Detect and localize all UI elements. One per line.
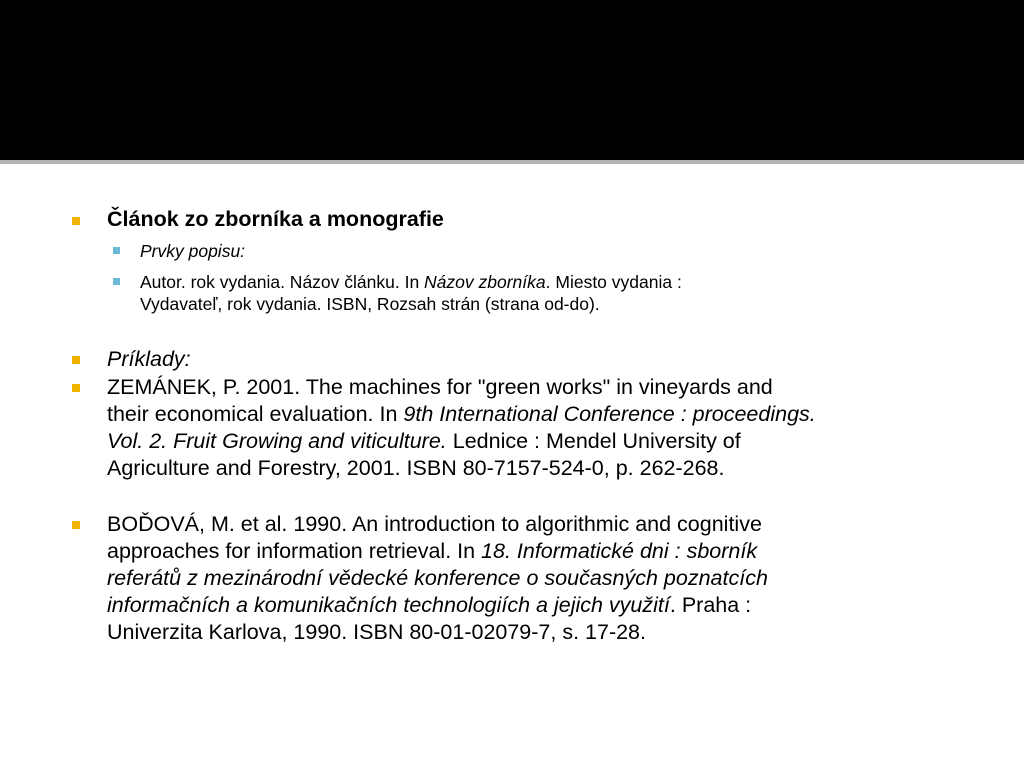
- sub-bullet-format: Autor. rok vydania. Názov článku. In Názov zborníka. Miesto vydania : Vydavateľ, rok vydania. ISBN, Rozsah strán (strana od-do).: [140, 272, 682, 314]
- sub-bullet-marker: [113, 247, 120, 254]
- bullet-marker: [72, 356, 80, 364]
- sub-bullet-elements-label: Prvky popisu:: [140, 241, 246, 261]
- bullet-marker: [72, 217, 80, 225]
- bullet-marker: [72, 521, 80, 529]
- section-heading: Článok zo zborníka a monografie: [107, 207, 444, 231]
- example-citation-2: BOĎOVÁ, M. et al. 1990. An introduction to algorithmic and cognitive approaches for information retrieval. In 18. Informatické dni : sborník referátů z mezinárodní vědecké konference o současných poznatcích informačních a komunikačních technologiích a jejich využití. Praha : Univerzita Karlova, 1990. ISBN 80-01-02079-7, s. 17-28.: [107, 512, 768, 644]
- example-citation-1: ZEMÁNEK, P. 2001. The machines for "green works" in vineyards and their economical evaluation. In 9th International Conference : proceedings. Vol. 2. Fruit Growing and viticulture. Lednice : Mendel University of Agriculture and Forestry, 2001. ISBN 80-7157-524-0, p. 262-268.: [107, 375, 816, 480]
- sub-bullet-marker: [113, 278, 120, 285]
- examples-label: Príklady:: [107, 347, 191, 371]
- bullet-marker: [72, 384, 80, 392]
